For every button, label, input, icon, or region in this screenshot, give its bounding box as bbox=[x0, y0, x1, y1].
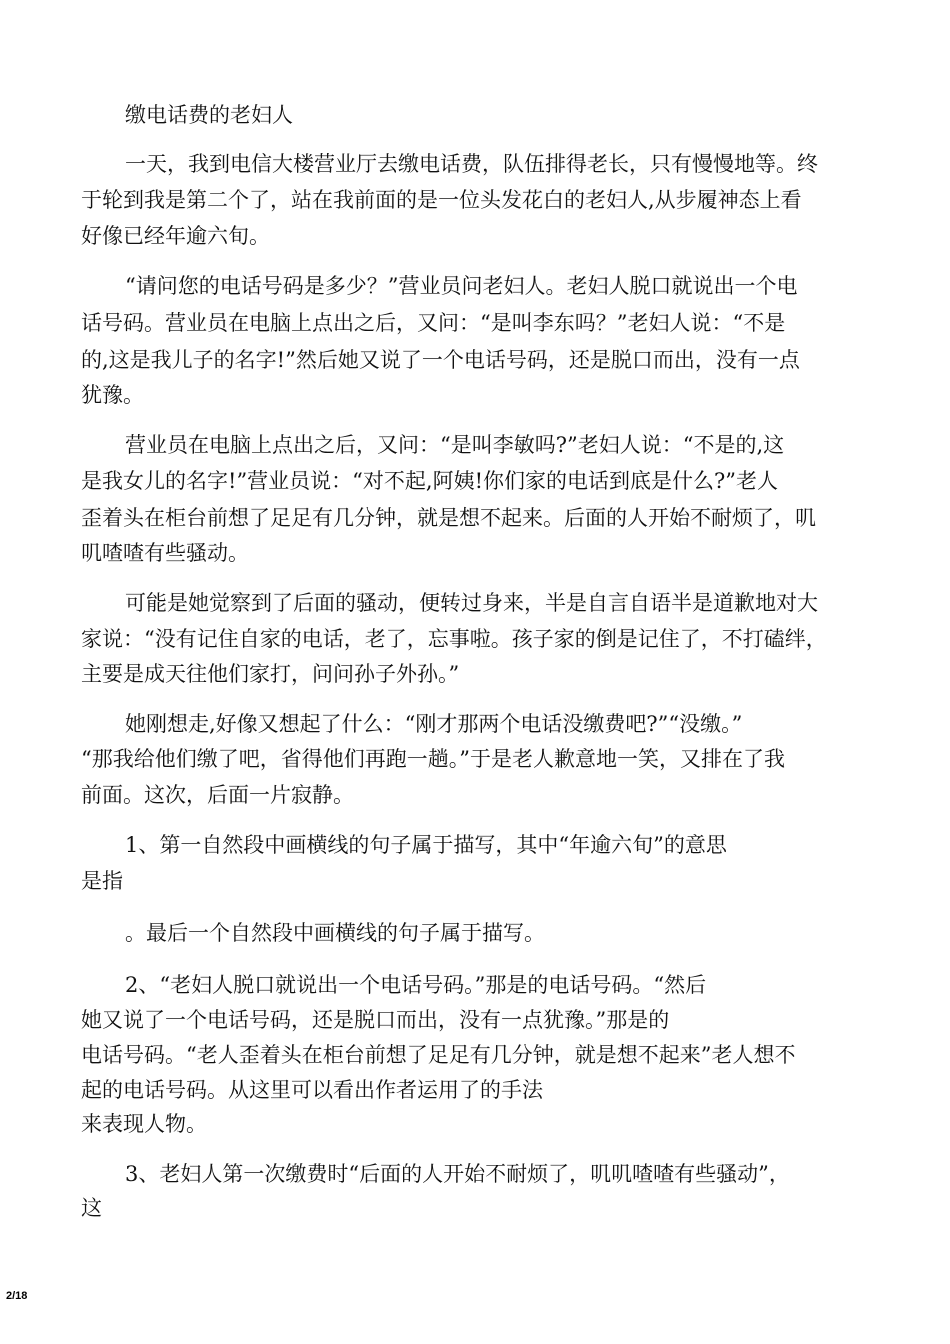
question-3-line-1: 3、老妇人第一次缴费时“后面的人开始不耐烦了，叽叽喳喳有些骚动”， bbox=[125, 1162, 790, 1186]
paragraph-4-line-1: 可能是她觉察到了后面的骚动，便转过身来，半是自言自语半是道歉地对大 bbox=[125, 591, 818, 615]
paragraph-1-line-1: 一天，我到电信大楼营业厅去缴电话费，队伍排得老长，只有慢慢地等。终 bbox=[125, 152, 818, 176]
paragraph-3-line-3: 歪着头在柜台前想了足足有几分钟，就是想不起来。后面的人开始不耐烦了，叽 bbox=[81, 506, 816, 530]
paragraph-4-line-2: 家说：“没有记住自家的电话，老了，忘事啦。孩子家的倒是记住了，不打磕绊， bbox=[81, 627, 827, 651]
paragraph-5-line-3: 前面。这次，后面一片寂静。 bbox=[81, 783, 354, 807]
paragraph-1-line-2: 于轮到我是第二个了，站在我前面的是一位头发花白的老妇人,从步履神态上看 bbox=[81, 188, 802, 212]
paragraph-3-line-1: 营业员在电脑上点出之后，又问：“是叫李敏吗?”老妇人说：“不是的,这 bbox=[125, 433, 785, 457]
question-2-line-3: 电话号码。“老人歪着头在柜台前想了足足有几分钟，就是想不起来”老人想不 bbox=[81, 1043, 796, 1067]
document-title: 缴电话费的老妇人 bbox=[125, 103, 293, 127]
question-2-line-4: 起的电话号码。从这里可以看出作者运用了的手法 bbox=[81, 1078, 543, 1102]
paragraph-4-line-3: 主要是成天往他们家打，问问孙子外孙。” bbox=[81, 662, 460, 686]
question-1-line-1: 1、第一自然段中画横线的句子属于描写，其中“年逾六旬”的意思 bbox=[125, 833, 727, 857]
question-2-line-2: 她又说了一个电话号码，还是脱口而出，没有一点犹豫。”那是的 bbox=[81, 1008, 670, 1032]
question-1-line-3: 。最后一个自然段中画横线的句子属于描写。 bbox=[125, 921, 545, 945]
paragraph-3-line-4: 叽喳喳有些骚动。 bbox=[81, 541, 249, 565]
page-number: 2/18 bbox=[6, 1290, 28, 1302]
question-2-line-5: 来表现人物。 bbox=[81, 1112, 207, 1136]
question-2-line-1: 2、“老妇人脱口就说出一个电话号码。”那是的电话号码。“然后 bbox=[125, 973, 707, 997]
paragraph-1-line-3: 好像已经年逾六旬。 bbox=[81, 224, 270, 248]
paragraph-2-line-4: 犹豫。 bbox=[81, 383, 144, 407]
paragraph-2-line-2: 话号码。营业员在电脑上点出之后，又问：“是叫李东吗？”老妇人说：“不是 bbox=[81, 311, 786, 335]
paragraph-5-line-1: 她刚想走,好像又想起了什么：“刚才那两个电话没缴费吧?”“没缴。” bbox=[125, 712, 743, 736]
paragraph-2-line-1: “请问您的电话号码是多少？”营业员问老妇人。老妇人脱口就说出一个电 bbox=[125, 274, 798, 298]
paragraph-5-line-2: “那我给他们缴了吧，省得他们再跑一趟。”于是老人歉意地一笑，又排在了我 bbox=[81, 747, 785, 771]
question-1-line-2: 是指 bbox=[81, 869, 123, 893]
question-3-line-2: 这 bbox=[81, 1196, 102, 1220]
paragraph-3-line-2: 是我女儿的名字!”营业员说：“对不起,阿姨!你们家的电话到底是什么?”老人 bbox=[81, 469, 779, 493]
paragraph-2-line-3: 的,这是我儿子的名字!”然后她又说了一个电话号码，还是脱口而出，没有一点 bbox=[81, 348, 800, 372]
